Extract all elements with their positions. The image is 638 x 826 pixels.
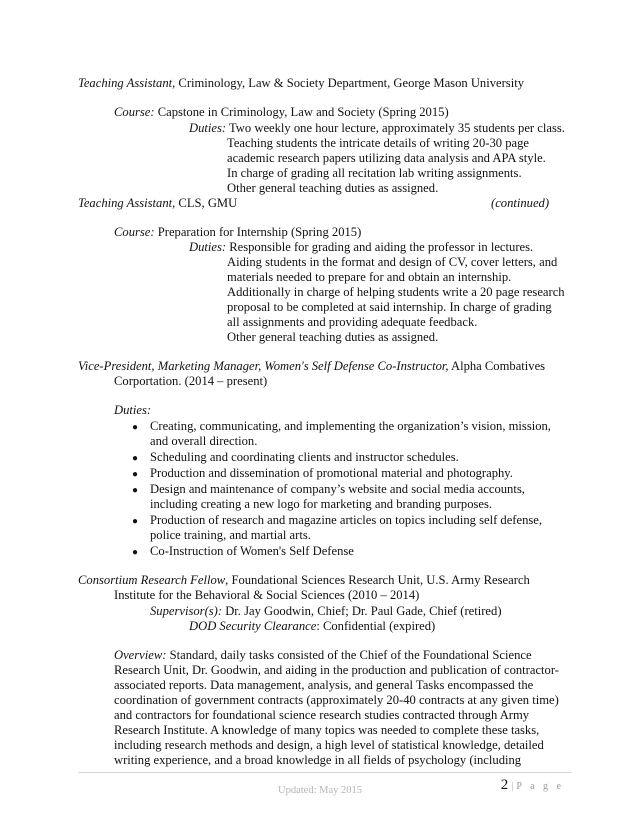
bullet-text: including creating a new logo for marketing and branding purposes.: [150, 497, 493, 511]
page-separator: |: [511, 780, 514, 792]
page-word: P a g e: [516, 781, 564, 792]
bullet-icon: ●: [132, 422, 139, 433]
organization-dates: Corportation. (2014 – present): [114, 374, 268, 388]
duties-line: [189, 121, 565, 137]
position-department: , Foundational Sciences Research Unit, U.S. Army Research: [225, 573, 530, 587]
position-department: , Criminology, Law & Society Department, George Mason University: [172, 76, 524, 90]
bullet-icon: ●: [132, 453, 139, 464]
position-title: Teaching Assistant: [78, 76, 173, 90]
bullet-text: Production of research and magazine articles on topics including self defense,: [150, 513, 543, 527]
overview-text-line: Research Institute. A knowledge of many topics was needed to complete these tasks,: [114, 723, 540, 737]
bullet-text: police training, and martial arts.: [150, 528, 311, 542]
supervisor-line: [150, 604, 502, 620]
position-heading-teaching-assistant-gmu: [78, 196, 237, 212]
duties-text-line: all assignments and providing adequate feedback.: [227, 315, 478, 329]
overview-label: Overview:: [114, 648, 167, 662]
course-label: Course:: [114, 225, 155, 239]
continued-note: (continued): [491, 196, 550, 210]
page-number: 2: [500, 777, 509, 793]
duties-text-line: Additionally in charge of helping students write a 20 page research: [227, 285, 565, 299]
course-text: Preparation for Internship (Spring 2015): [154, 225, 362, 239]
bullet-icon: ●: [132, 485, 139, 496]
position-title: Vice-President, Marketing Manager, Women's Self Defense Co-Instructor,: [78, 359, 449, 373]
duties-text-line: materials needed to prepare for and obtain an internship.: [227, 270, 512, 284]
position-department: , CLS, GMU: [172, 196, 238, 210]
duties-text-line: academic research papers utilizing data analysis and APA style.: [227, 151, 546, 165]
course-text: Capstone in Criminology, Law and Society (Spring 2015): [154, 105, 449, 119]
bullet-text: Creating, communicating, and implementing the organization’s vision, mission,: [150, 419, 551, 433]
clearance-label: DOD Security Clearance: [189, 619, 317, 633]
overview-text-line: coordination of government contracts (approximately 20-40 contracts at any given time): [114, 693, 559, 707]
overview-text-line: including research methods and design, a high level of statistical knowledge, detailed: [114, 738, 544, 752]
duties-text-line: Teaching students the intricate details of writing 20-30 page: [227, 136, 529, 150]
overview-text-line: writing experience, and a broad knowledge in all fields of psychology (including: [114, 753, 522, 767]
footer-page-indicator: [501, 778, 564, 795]
bullet-icon: ●: [132, 516, 139, 527]
bullet-text: Scheduling and coordinating clients and instructor schedules.: [150, 450, 459, 464]
duties-text-line: In charge of grading all recitation lab writing assignments.: [227, 166, 522, 180]
overview-line: [114, 648, 532, 664]
bullet-text: Co-Instruction of Women's Self Defense: [150, 544, 354, 558]
clearance-text: : Confidential (expired): [316, 619, 436, 633]
duties-line: [189, 240, 533, 256]
course-line: [114, 225, 361, 241]
overview-text: Standard, daily tasks consisted of the Chief of the Foundational Science: [166, 648, 532, 662]
footer-divider: [78, 772, 572, 773]
duties-label: Duties:: [189, 121, 227, 135]
course-label: Course:: [114, 105, 155, 119]
supervisor-label: Supervisor(s):: [150, 604, 223, 618]
bullet-text: and overall direction.: [150, 434, 258, 448]
duties-text: Responsible for grading and aiding the professor in lectures.: [226, 240, 534, 254]
clearance-line: [189, 619, 435, 635]
duties-text-line: Aiding students in the format and design of CV, cover letters, and: [227, 255, 558, 269]
bullet-icon: ●: [132, 469, 139, 480]
duties-label: Duties:: [114, 403, 152, 417]
duties-text-line: Other general teaching duties as assigned.: [227, 181, 439, 195]
overview-text-line: and contractors for foundational science research studies contracted through Army: [114, 708, 530, 722]
bullet-icon: ●: [132, 547, 139, 558]
position-heading-vice-president: [78, 359, 545, 375]
organization-name: Alpha Combatives: [448, 359, 546, 373]
position-title: Consortium Research Fellow: [78, 573, 226, 587]
position-heading-teaching-assistant-cls: [78, 76, 524, 92]
duties-text-line: Other general teaching duties as assigned.: [227, 330, 439, 344]
bullet-text: Production and dissemination of promotional material and photography.: [150, 466, 513, 480]
overview-text-line: associated reports. Data management, analysis, and general Tasks encompassed the: [114, 678, 534, 692]
footer-updated: Updated: May 2015: [278, 785, 362, 796]
duties-text-line: proposal to be completed at said internship. In charge of grading: [227, 300, 552, 314]
duties-label: Duties:: [189, 240, 227, 254]
duties-text: Two weekly one hour lecture, approximately 35 students per class.: [226, 121, 565, 135]
overview-text-line: Research Unit, Dr. Goodwin, and aiding in the production and publication of contractor-: [114, 663, 559, 677]
position-heading-research-fellow: [78, 573, 530, 589]
position-institute: Institute for the Behavioral & Social Sciences (2010 – 2014): [114, 588, 420, 602]
supervisor-text: Dr. Jay Goodwin, Chief; Dr. Paul Gade, Chief (retired): [222, 604, 502, 618]
course-line: [114, 105, 449, 121]
position-title: Teaching Assistant: [78, 196, 173, 210]
bullet-text: Design and maintenance of company’s website and social media accounts,: [150, 482, 525, 496]
